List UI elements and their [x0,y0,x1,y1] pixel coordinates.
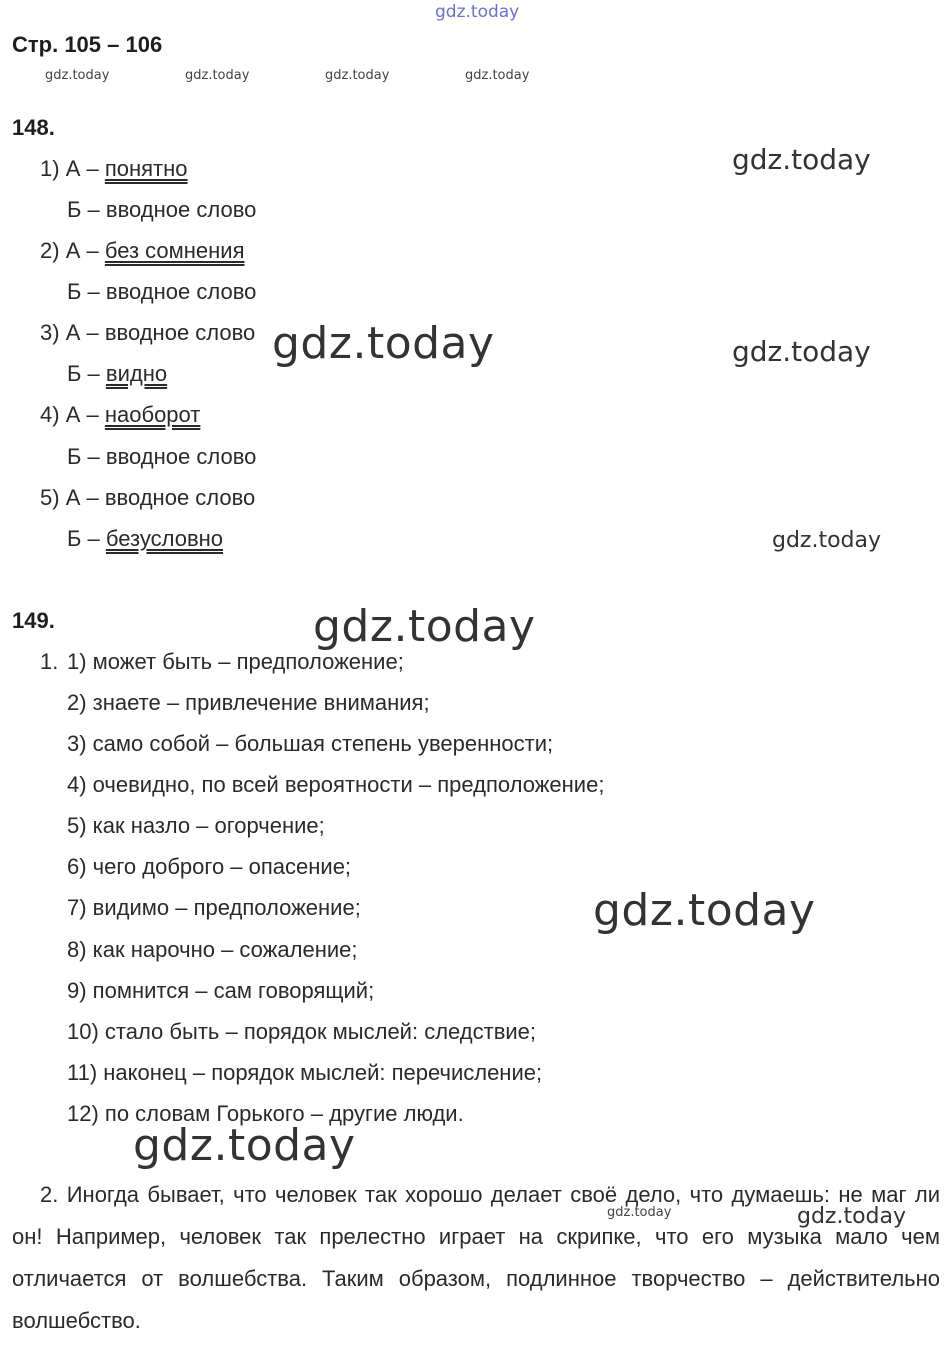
ex148-item-3-a [40,320,255,346]
item-a-prefix: А – [65,485,99,510]
ex148-item-1-b [67,197,256,223]
ex148-item-3-b [67,361,167,387]
ex149-item-5: 5) как назло – огорчение; [67,813,325,838]
ex149-part2-paragraph [12,1174,940,1342]
exercise-148-number: 148. [12,115,55,140]
underlined-answer: безусловно [105,526,224,551]
ex149-item-2: 2) знаете – привлечение внимания; [67,690,430,715]
item-number: 5) [40,485,60,510]
ex149-item-11: 11) наконец – порядок мыслей: перечисление; [67,1060,543,1085]
ex148-item-4-b [67,444,256,470]
ex148-item-2-a [40,238,245,264]
item-a-text: вводное слово [104,485,256,510]
item-a-prefix: А – [65,402,99,427]
watermark-small-4: gdz.today [465,68,530,83]
item-a-prefix: А – [65,320,99,345]
item-b-text: вводное слово [105,279,257,304]
item-b-prefix: Б – [67,526,100,551]
item-b-text: вводное слово [105,444,257,469]
ex148-item-5-a [40,485,255,511]
watermark-large-1: gdz.today [272,318,495,369]
watermark-large-3: gdz.today [593,885,816,936]
underlined-answer: без сомнения [104,238,245,263]
item-a-prefix: А – [65,156,99,181]
watermark-small-3: gdz.today [325,68,390,83]
watermark-top: gdz.today [435,2,520,22]
underlined-answer: видно [105,361,168,386]
watermark-medium-2: gdz.today [732,335,871,368]
ex149-item-3: 3) само собой – большая степень уверенности; [67,731,554,756]
item-a-text: вводное слово [104,320,256,345]
exercise-149-number: 149. [12,608,55,633]
item-number: 2) [40,238,60,263]
ex149-item-1: 1) может быть – предположение; [67,649,404,674]
ex149-item-7: 7) видимо – предположение; [67,895,361,920]
ex149-part1-label: 1. [40,649,59,674]
item-number: 1) [40,156,60,181]
watermark-small-inline: gdz.today [607,1205,672,1220]
underlined-answer: наоборот [104,402,201,427]
ex149-item-10: 10) стало быть – порядок мыслей: следствие; [67,1019,537,1044]
watermark-large-2: gdz.today [313,601,536,652]
item-b-text: вводное слово [105,197,257,222]
ex149-part2-text: 2. Иногда бывает, что человек так хорошо делает своё дело, что думаешь: не маг ли он! Например, человек так прелестно играет на скрипке, что его музыка мало чем отличается от волшебства. Таким образом, подлинное творчество – действительно волшебство. [12,1182,940,1333]
watermark-small-1: gdz.today [45,68,110,83]
item-a-prefix: А – [65,238,99,263]
ex149-item-12: 12) по словам Горького – другие люди. [67,1101,464,1126]
item-b-prefix: Б – [67,279,100,304]
ex149-item-9: 9) помнится – сам говорящий; [67,978,375,1003]
ex149-item-8: 8) как нарочно – сожаление; [67,937,358,962]
page-ref-heading: Стр. 105 – 106 [12,32,163,57]
item-number: 4) [40,402,60,427]
underlined-answer: понятно [104,156,188,181]
ex148-item-1-a [40,156,188,182]
item-b-prefix: Б – [67,361,100,386]
item-b-prefix: Б – [67,197,100,222]
watermark-medium-1: gdz.today [732,143,871,176]
ex149-item-4: 4) очевидно, по всей вероятности – предположение; [67,772,605,797]
ex148-item-2-b [67,279,256,305]
watermark-medium-3: gdz.today [772,528,882,553]
item-number: 3) [40,320,60,345]
ex148-item-5-b [67,526,223,552]
watermark-large-4: gdz.today [133,1120,356,1171]
item-b-prefix: Б – [67,444,100,469]
watermark-small-2: gdz.today [185,68,250,83]
ex149-item-6: 6) чего доброго – опасение; [67,854,352,879]
watermark-medium-4: gdz.today [797,1204,907,1229]
ex148-item-4-a [40,402,200,428]
